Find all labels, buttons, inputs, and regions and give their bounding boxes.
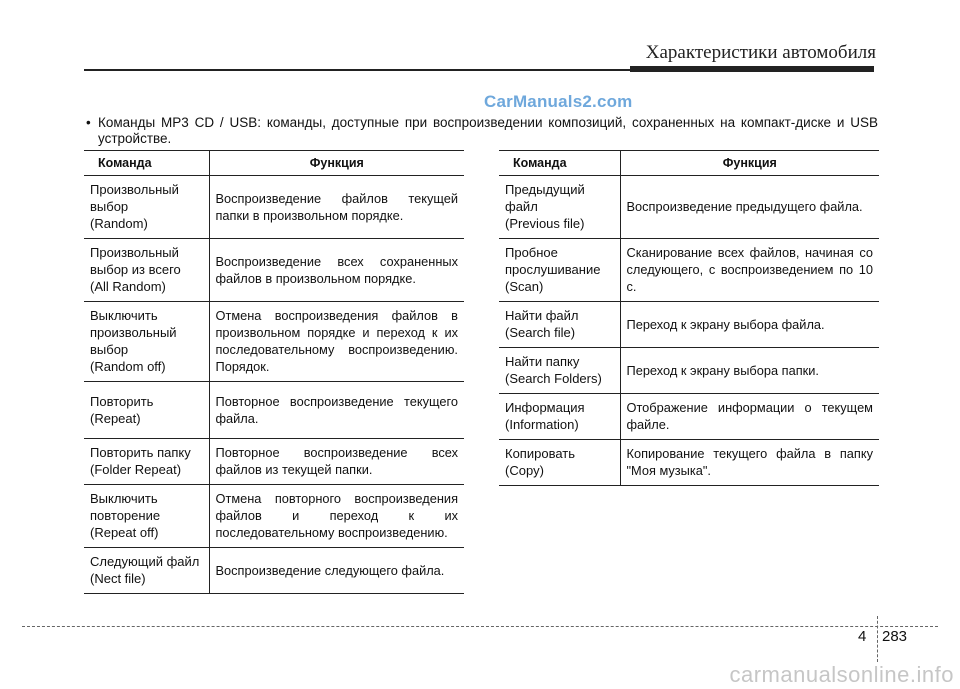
function-cell: Отмена повторного воспроизведения файлов и переход к их последовательному воспроизведению. [209,485,464,548]
footer-site-watermark[interactable]: carmanualsonline.info [729,662,954,687]
table-row [84,382,464,439]
function-cell: Переход к экрану выбора файла. [620,302,879,348]
function-cell: Воспроизведение всех сохраненных файлов в произвольном порядке. [209,239,464,302]
command-cell: Повторить (Repeat) [84,382,209,439]
table-row [84,176,464,239]
table-row [84,485,464,548]
command-cell: Следующий файл (Nect file) [84,548,209,594]
commands-table-left [84,150,464,594]
command-cell: Информация (Information) [499,394,620,440]
function-cell: Повторное воспроизведение всех файлов из текущей папки. [209,439,464,485]
command-cell: Выключить произвольный выбор (Random off) [84,302,209,382]
command-cell: Пробное прослушивание (Scan) [499,239,620,302]
function-cell: Отмена воспроизведения файлов в произвольном порядке и переход к их последовательному воспроизведению. Порядок. [209,302,464,382]
bullet-icon: • [86,115,91,130]
commands-table-right [499,150,879,486]
command-cell: Произвольный выбор (Random) [84,176,209,239]
table-row [84,439,464,485]
column-header-command: Команда [84,151,209,176]
table-row [499,394,879,440]
table-header-row [499,151,879,176]
function-cell: Отображение информации о текущем файле. [620,394,879,440]
function-cell: Воспроизведение файлов текущей папки в произвольном порядке. [209,176,464,239]
footer-dashed-rule [22,626,938,627]
table-row [499,440,879,486]
page-number: 283 [882,628,908,645]
intro-text: Команды MP3 CD / USB: команды, доступные при воспроизведении композиций, сохраненных на компакт-диске и USB устройстве. [98,115,878,146]
function-cell: Копирование текущего файла в папку "Моя музыка". [620,440,879,486]
command-cell: Найти файл (Search file) [499,302,620,348]
table-row [499,239,879,302]
function-cell: Сканирование всех файлов, начиная со следующего, с воспроизведением по 10 с. [620,239,879,302]
function-cell: Переход к экрану выбора папки. [620,348,879,394]
command-cell: Выключить повторение (Repeat off) [84,485,209,548]
table-row [84,302,464,382]
page-header-title: Характеристики автомобиля [645,42,876,63]
command-cell: Предыдущий файл (Previous file) [499,176,620,239]
table-row [499,176,879,239]
watermark-logo[interactable]: CarManuals2.com [484,92,633,111]
footer-dashed-divider [877,616,878,662]
table-row [499,302,879,348]
function-cell: Воспроизведение следующего файла. [209,548,464,594]
function-cell: Повторное воспроизведение текущего файла. [209,382,464,439]
chapter-number: 4 [858,628,867,645]
column-header-function: Функция [620,151,879,176]
table-header-row [84,151,464,176]
function-cell: Воспроизведение предыдущего файла. [620,176,879,239]
command-cell: Повторить папку (Folder Repeat) [84,439,209,485]
table-row [84,548,464,594]
header-accent-bar [630,66,874,72]
command-cell: Копировать (Copy) [499,440,620,486]
intro-paragraph [86,115,878,147]
table-row [84,239,464,302]
command-cell: Произвольный выбор из всего (All Random) [84,239,209,302]
command-cell: Найти папку (Search Folders) [499,348,620,394]
table-row [499,348,879,394]
column-header-function: Функция [209,151,464,176]
column-header-command: Команда [499,151,620,176]
